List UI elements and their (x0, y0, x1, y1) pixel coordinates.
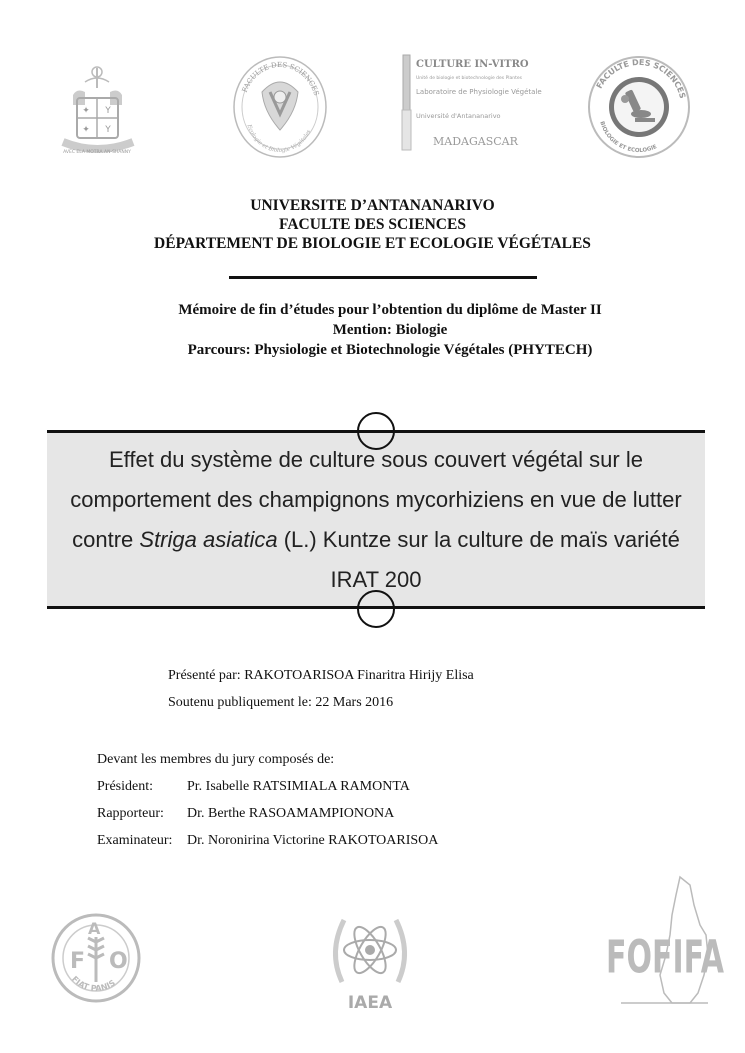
thesis-title-part1: Effet du système de culture sous couvert végétal sur le comportement des champignons mycorhiziens en vue de lutter contre (70, 447, 682, 552)
presented-by: Présenté par: RAKOTOARISOA Finaritra Hirijy Elisa (168, 668, 474, 683)
svg-text:CULTURE IN-VITRO: CULTURE IN-VITRO (416, 59, 529, 70)
jury-intro: Devant les membres du jury composés de: (97, 752, 335, 767)
svg-text:Ecologie et Biologie Végétales: Ecologie et Biologie Végétales (245, 123, 313, 155)
title-circle-bottom (357, 590, 395, 628)
title-circle-top (357, 412, 395, 450)
svg-text:F: F (70, 949, 86, 974)
jury-name: Pr. Isabelle RATSIMIALA RAMONTA (187, 779, 410, 794)
thesis-title (47, 440, 705, 600)
svg-text:Laboratoire de Physiologie Vég: Laboratoire de Physiologie Végétale (416, 88, 542, 96)
svg-text:A: A (88, 919, 101, 938)
jury-role: Examinateur: (97, 833, 173, 848)
svg-text:Université d'Antananarivo: Université d'Antananarivo (416, 112, 501, 120)
svg-text:BIOLOGIE ET ECOLOGIE: BIOLOGIE ET ECOLOGIE (598, 120, 658, 155)
universite-emblem (55, 60, 140, 160)
jury-member-rapporteur (97, 806, 394, 822)
memoire-info (70, 300, 710, 360)
fao-logo (50, 912, 142, 1004)
jury-name: Dr. Berthe RASOAMAMPIONONA (187, 806, 395, 821)
svg-text:AVEC ELA MOTRA AN-SHANNY: AVEC ELA MOTRA AN-SHANNY (63, 150, 131, 155)
svg-text:IAEA: IAEA (347, 993, 393, 1013)
header-divider (229, 276, 537, 279)
fofifa-logo (606, 875, 724, 1005)
jury-role: Rapporteur: (97, 806, 164, 821)
svg-text:FIAT PANIS: FIAT PANIS (69, 974, 117, 994)
university-name: UNIVERSITE D’ANTANANARIVO (250, 197, 495, 214)
svg-text:Y: Y (105, 106, 111, 116)
jury-member-president (97, 779, 410, 795)
thesis-title-species: Striga asiatica (139, 527, 278, 552)
svg-text:FACULTE DES SCIENCES: FACULTE DES SCIENCES (240, 60, 321, 97)
svg-text:Unité de biologie et biotechno: Unité de biologie et biotechnologie des Plantes (416, 76, 523, 81)
svg-text:FACULTE DES SCIENCES: FACULTE DES SCIENCES (594, 57, 688, 100)
svg-text:FOFIFA: FOFIFA (606, 932, 724, 985)
jury-name: Dr. Noronirina Victorine RAKOTOARISOA (187, 833, 439, 848)
jury-role: Président: (97, 779, 153, 794)
memoire-degree: Mémoire de fin d’études pour l’obtention du diplôme de Master II (178, 302, 602, 318)
svg-text:✦: ✦ (82, 125, 90, 135)
memoire-parcours: Parcours: Physiologie et Biotechnologie Végétales (PHYTECH) (187, 342, 593, 358)
faculte-des-sciences-round-seal (585, 52, 693, 162)
culture-in-vitro-logo (400, 55, 542, 155)
faculte-des-sciences-seal (230, 52, 330, 162)
svg-text:Y: Y (105, 125, 111, 135)
svg-text:O: O (109, 949, 128, 974)
svg-text:✦: ✦ (82, 106, 90, 116)
memoire-mention: Mention: Biologie (332, 322, 448, 338)
thesis-title-part2: (L.) Kuntze sur la culture de maïs variété IRAT 200 (277, 527, 680, 592)
svg-text:MADAGASCAR: MADAGASCAR (433, 135, 518, 148)
defended-on: Soutenu publiquement le: 22 Mars 2016 (168, 695, 394, 710)
faculty-name: FACULTE DES SCIENCES (279, 216, 466, 233)
jury-member-examinateur (97, 833, 438, 849)
institution-header (0, 196, 745, 253)
iaea-logo (320, 902, 420, 1014)
department-name: DÉPARTEMENT DE BIOLOGIE ET ECOLOGIE VÉGÉTALES (154, 235, 591, 252)
